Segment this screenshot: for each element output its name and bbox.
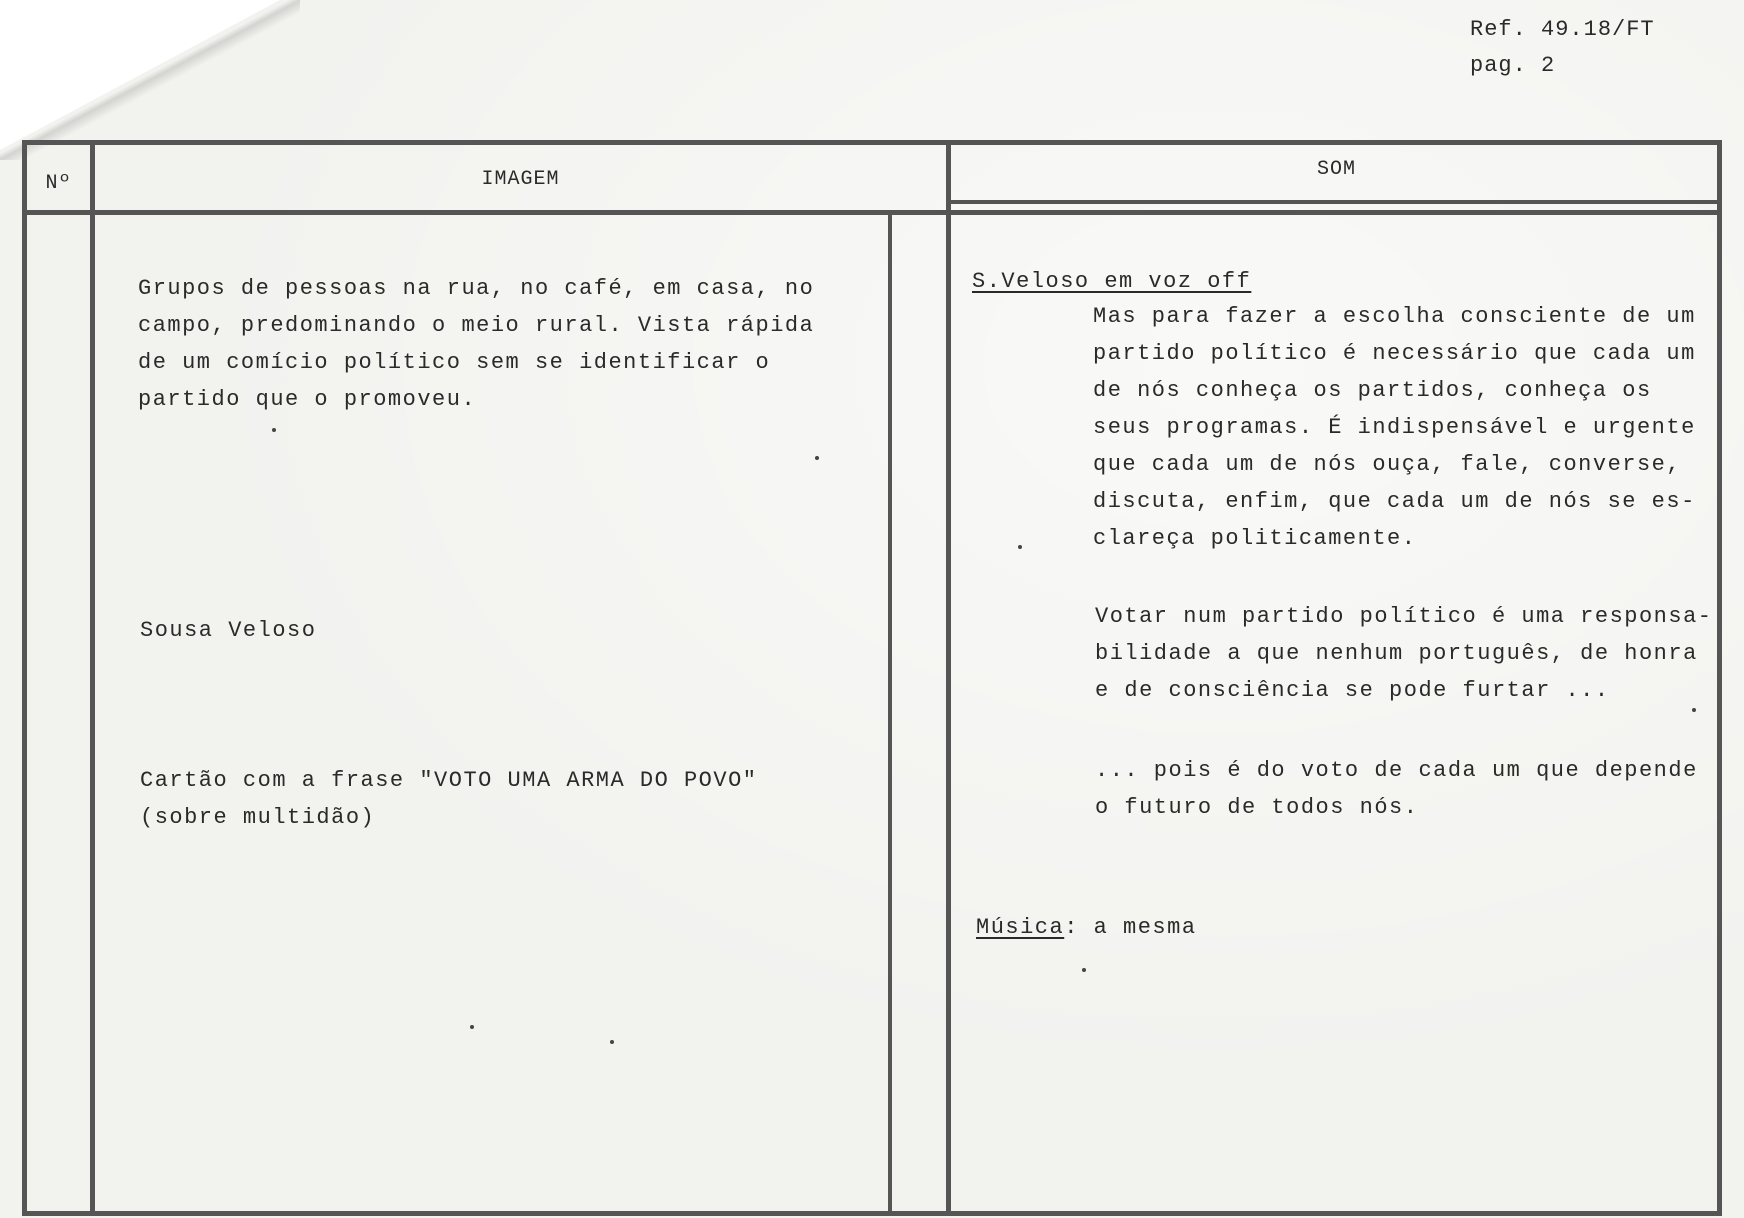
- paper-speck: [1082, 968, 1086, 972]
- sound-paragraph-responsibility: Votar num partido político é uma responsa- bilidade a que nenhum português, de honra e de consciência se pode furtar ...: [1095, 604, 1713, 703]
- sound-speaker-label: S.Veloso em voz off: [972, 269, 1252, 294]
- paper-speck: [610, 1040, 614, 1044]
- number-column-divider: [90, 140, 95, 1216]
- paper-speck: [815, 456, 819, 460]
- paper-speck: [470, 1025, 474, 1029]
- column-header-image: IMAGEM: [481, 168, 560, 191]
- music-label: Música: [976, 915, 1065, 940]
- image-entry-presenter: Sousa Veloso: [140, 618, 317, 643]
- reference-number: Ref. 49.18/FT: [1470, 17, 1655, 42]
- sound-paragraph-choice: Mas para fazer a escolha consciente de um partido político é necessário que cada um de nós conheça os partidos, conheça os seus programas. É indispensável e urgente que cada um de nós ouça, fale, converse, discuta, enfim, que cada um de nós se es- clareça politicamente.: [1093, 304, 1696, 551]
- paper-speck: [1692, 708, 1696, 712]
- sound-header-divider: [951, 200, 1722, 204]
- page-reference: [1470, 12, 1655, 84]
- folded-corner-shadow: [0, 0, 300, 160]
- image-inner-rule: [888, 215, 892, 1215]
- column-header-number: Nº: [45, 172, 72, 195]
- image-entry-card: Cartão com a frase "VOTO UMA ARMA DO POVO" (sobre multidão): [140, 768, 758, 830]
- image-sound-divider: [946, 140, 951, 1216]
- sound-paragraph-future: ... pois é do voto de cada um que depende o futuro de todos nós.: [1095, 758, 1698, 820]
- image-entry-crowds: Grupos de pessoas na rua, no café, em casa, no campo, predominando o meio rural. Vista rápida de um comício político sem se identificar o partido que o promoveu.: [138, 276, 815, 412]
- column-header-sound: SOM: [1316, 158, 1356, 181]
- page-number: pag. 2: [1470, 53, 1556, 78]
- paper-speck: [1018, 545, 1022, 549]
- music-value: : a mesma: [1064, 915, 1197, 940]
- paper-speck: [272, 428, 276, 432]
- header-divider: [22, 210, 1722, 215]
- sound-music-line: [976, 872, 1576, 946]
